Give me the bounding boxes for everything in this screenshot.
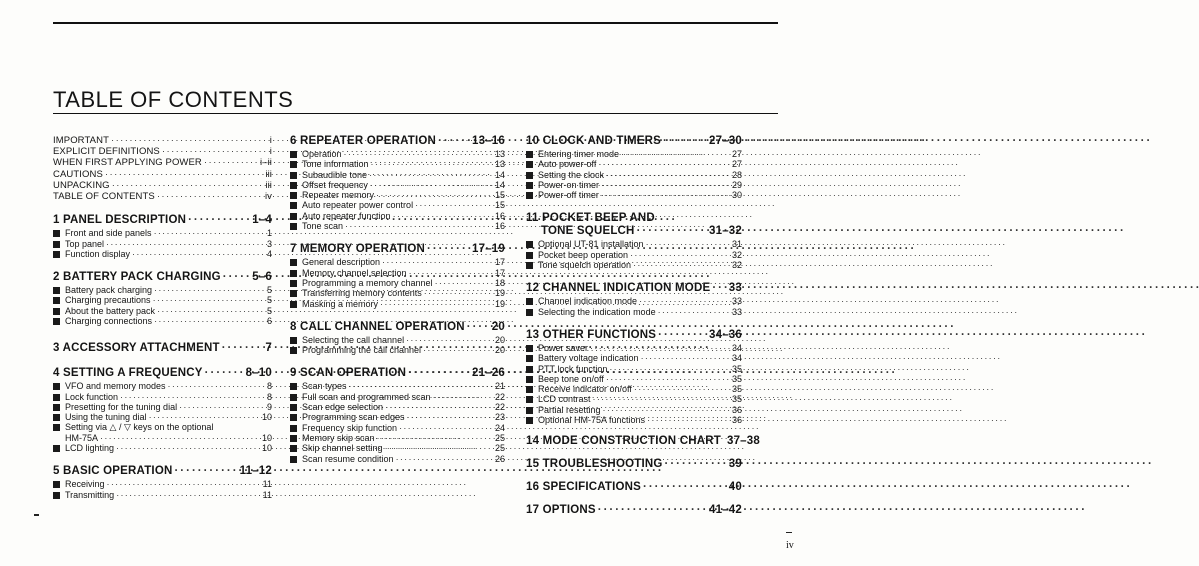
toc-entry[interactable]: CAUTIONS · · · iii (53, 169, 272, 180)
chapter-heading[interactable]: 17 OPTIONS · · · 41–42 (526, 504, 742, 517)
page-title: TABLE OF CONTENTS (53, 87, 294, 112)
toc-subentry[interactable]: Partial resetting · · · 36 (526, 405, 742, 415)
toc-subentry[interactable]: Offset frequency · · · 14 (290, 180, 505, 190)
toc-subentry[interactable]: Repeater memory · · · 15 (290, 190, 505, 200)
bullet-icon (526, 182, 533, 189)
chapter-heading-line1[interactable]: 11 POCKET BEEP AND (526, 212, 655, 225)
bullet-icon (53, 445, 60, 452)
page-number: iv (786, 540, 794, 551)
bullet-icon (526, 376, 533, 383)
bullet-icon (526, 298, 533, 305)
chapter-16 (526, 481, 742, 494)
toc-entry[interactable]: WHEN FIRST APPLYING POWER · · · i–ii (53, 157, 272, 168)
toc-subentry[interactable]: Front and side panels · · · 1 (53, 228, 272, 238)
bullet-icon (53, 424, 60, 431)
toc-subentry[interactable]: Presetting for the tuning dial · · · 9 (53, 402, 272, 412)
bullet-icon (53, 383, 60, 390)
toc-subentry[interactable]: Programming scan edges · · · 23 (290, 412, 505, 422)
bullet-icon (526, 386, 533, 393)
toc-subentry[interactable]: Transmitting · · · 11 (53, 490, 272, 500)
bullet-icon (526, 407, 533, 414)
bullet-icon (290, 182, 297, 189)
toc-subentry[interactable]: Masking a memory · · · 19 (290, 299, 505, 309)
chapter-12 (526, 282, 742, 317)
bullet-icon (526, 262, 533, 269)
toc-subentry[interactable]: Transferring memory contents · · · 19 (290, 288, 505, 298)
toc-subentry[interactable]: Optional UT-81 installation · · · 31 (526, 239, 742, 249)
front-matter (53, 135, 272, 202)
toc-subentry[interactable]: Scan edge selection · · · 22 (290, 402, 505, 412)
toc-subentry[interactable]: Memory skip scan · · · 25 (290, 433, 505, 443)
chapter-5 (53, 465, 272, 500)
bullet-icon (53, 297, 60, 304)
bullet-icon (290, 337, 297, 344)
bullet-icon (526, 161, 533, 168)
toc-subentry[interactable]: Power saver · · · 34 (526, 343, 742, 353)
toc-column-1 (53, 135, 272, 500)
toc-subentry[interactable]: Full scan and programmed scan · · · 22 (290, 392, 505, 402)
toc-subentry[interactable]: Programming a memory channel · · · 18 (290, 278, 505, 288)
bullet-icon (290, 280, 297, 287)
bullet-icon (290, 445, 297, 452)
toc-subentry[interactable]: Using the tuning dial · · · 10 (53, 412, 272, 422)
toc-subentry[interactable]: Power-on timer · · · 29 (526, 180, 742, 190)
chapter-3 (53, 342, 272, 355)
toc-subentry[interactable]: Pocket beep operation · · · 32 (526, 250, 742, 260)
chapter-14 (526, 435, 760, 448)
chapter-heading[interactable]: 4 SETTING A FREQUENCY · · · 8–10 (53, 367, 272, 380)
chapter-heading[interactable]: 1 PANEL DESCRIPTION · · · 1–4 (53, 214, 272, 227)
bullet-icon (526, 252, 533, 259)
toc-subentry[interactable]: Tone scan · · · 16 (290, 221, 505, 231)
bullet-icon (290, 435, 297, 442)
chapter-heading[interactable]: 8 CALL CHANNEL OPERATION · · · 20 (290, 321, 505, 334)
bullet-icon (526, 151, 533, 158)
chapter-heading[interactable]: 15 TROUBLESHOOTING · · · 39 (526, 458, 742, 471)
toc-subentry[interactable]: Battery voltage indication · · · 34 (526, 353, 742, 363)
bullet-icon (53, 492, 60, 499)
toc-subentry[interactable]: Receiving · · · 11 (53, 479, 272, 489)
chapter-heading[interactable]: 10 CLOCK AND TIMERS · · · 27–30 (526, 135, 742, 148)
chapter-heading[interactable]: 12 CHANNEL INDICATION MODE · · · 33 (526, 282, 742, 295)
bullet-icon (290, 202, 297, 209)
bullet-icon (290, 290, 297, 297)
chapter-heading[interactable]: 5 BASIC OPERATION · · · 11–12 (53, 465, 272, 478)
bullet-icon (53, 414, 60, 421)
chapter-15 (526, 458, 742, 471)
toc-subentry[interactable]: Tone information · · · 13 (290, 159, 505, 169)
bullet-icon (290, 347, 297, 354)
toc-subentry[interactable]: Beep tone on/off · · · 35 (526, 374, 742, 384)
margin-mark (34, 514, 39, 516)
toc-subentry[interactable]: Auto repeater power control · · · 15 (290, 200, 505, 210)
bullet-icon (526, 192, 533, 199)
chapter-13 (526, 329, 742, 425)
bullet-icon (526, 396, 533, 403)
bullet-icon (290, 172, 297, 179)
toc-entry[interactable]: TABLE OF CONTENTS · · · iv (53, 191, 272, 202)
chapter-heading[interactable]: 2 BATTERY PACK CHARGING · · · 5–6 (53, 271, 272, 284)
chapter-11 (526, 212, 742, 270)
toc-subentry[interactable]: Entering timer mode · · · 27 (526, 149, 742, 159)
toc-subentry[interactable]: Tone squelch operation · · · 32 (526, 260, 742, 270)
toc-subentry-multiline[interactable]: Setting via △ / ▽ keys on the optional (53, 422, 272, 432)
chapter-heading[interactable]: TONE SQUELCH · · · 31–32 (526, 225, 742, 238)
bullet-icon (526, 417, 533, 424)
bullet-icon (290, 394, 297, 401)
toc-column-2 (290, 135, 505, 464)
bullet-icon (53, 287, 60, 294)
chapter-heading[interactable]: 3 ACCESSORY ATTACHMENT · · · 7 (53, 342, 272, 355)
bullet-icon (53, 230, 60, 237)
bullet-icon (290, 192, 297, 199)
bullet-icon (526, 241, 533, 248)
bullet-icon (290, 383, 297, 390)
page-number-rule (786, 532, 792, 533)
toc-subentry[interactable]: Programming the call channel · · · 20 (290, 345, 505, 355)
toc-subentry[interactable]: Charging connections · · · 6 (53, 316, 272, 326)
chapter-10 (526, 135, 742, 200)
bullet-icon (290, 425, 297, 432)
chapter-9 (290, 367, 505, 463)
chapter-7 (290, 243, 505, 308)
toc-subentry[interactable]: Scan resume condition · · · 26 (290, 454, 505, 464)
bullet-icon (526, 309, 533, 316)
bullet-icon (290, 414, 297, 421)
toc-subentry[interactable]: Optional HM-75A functions · · · 36 (526, 415, 742, 425)
chapter-1 (53, 214, 272, 259)
chapter-17 (526, 504, 742, 517)
chapter-heading[interactable]: 7 MEMORY OPERATION · · · 17–19 (290, 243, 505, 256)
toc-subentry[interactable]: Selecting the call channel · · · 20 (290, 335, 505, 345)
toc-subentry[interactable]: Memory channel selection · · · 17 (290, 268, 505, 278)
toc-subentry-continuation[interactable]: HM-75A · · · 10 (53, 433, 272, 443)
bullet-icon (290, 161, 297, 168)
toc-subentry[interactable]: VFO and memory modes · · · 8 (53, 381, 272, 391)
toc-subentry[interactable]: Auto repeater function · · · 16 (290, 211, 505, 221)
chapter-heading[interactable]: 9 SCAN OPERATION · · · 21–26 (290, 367, 505, 380)
chapter-heading[interactable]: 14 MODE CONSTRUCTION CHART 37–38 (526, 435, 760, 448)
toc-entry[interactable]: IMPORTANT · · · i (53, 135, 272, 146)
toc-subentry[interactable]: Battery pack charging · · · 5 (53, 285, 272, 295)
chapter-heading[interactable]: 16 SPECIFICATIONS · · · 40 (526, 481, 742, 494)
chapter-heading[interactable]: 13 OTHER FUNCTIONS · · · 34–36 (526, 329, 742, 342)
toc-column-3 (526, 135, 760, 518)
bullet-icon (290, 259, 297, 266)
chapter-4 (53, 367, 272, 453)
bullet-icon (53, 241, 60, 248)
toc-subentry[interactable]: Lock function · · · 8 (53, 392, 272, 402)
toc-subentry[interactable]: Power-off timer · · · 30 (526, 190, 742, 200)
toc-entry[interactable]: UNPACKING · · · iii (53, 180, 272, 191)
toc-subentry[interactable]: Setting the clock · · · 28 (526, 170, 742, 180)
toc-subentry[interactable]: Function display · · · 4 (53, 249, 272, 259)
toc-subentry[interactable]: About the battery pack · · · 5 (53, 306, 272, 316)
toc-subentry[interactable]: Charging precautions · · · 5 (53, 295, 272, 305)
toc-subentry[interactable]: LCD lighting · · · 10 (53, 443, 272, 453)
toc-subentry[interactable]: Skip channel setting · · · 25 (290, 443, 505, 453)
bullet-icon (290, 301, 297, 308)
bullet-icon (53, 251, 60, 258)
bullet-icon (526, 345, 533, 352)
toc-subentry[interactable]: Subaudible tone · · · 14 (290, 170, 505, 180)
bullet-icon (53, 394, 60, 401)
chapter-8 (290, 321, 505, 356)
toc-subentry[interactable]: Channel indication mode · · · 33 (526, 296, 742, 306)
toc-subentry[interactable]: Scan types · · · 21 (290, 381, 505, 391)
bullet-icon (53, 481, 60, 488)
bullet-icon (53, 404, 60, 411)
toc-subentry[interactable]: Receive indicator on/off · · · 35 (526, 384, 742, 394)
title-rule (53, 113, 778, 114)
bullet-icon (526, 366, 533, 373)
toc-subentry[interactable]: Top panel · · · 3 (53, 239, 272, 249)
bullet-icon (290, 456, 297, 463)
toc-subentry[interactable]: LCD contrast · · · 35 (526, 394, 742, 404)
bullet-icon (290, 270, 297, 277)
bullet-icon (290, 404, 297, 411)
toc-subentry[interactable]: PTT lock function · · · 35 (526, 364, 742, 374)
toc-subentry[interactable]: Frequency skip function · · · 24 (290, 423, 505, 433)
chapter-2 (53, 271, 272, 326)
bullet-icon (526, 172, 533, 179)
bullet-icon (290, 213, 297, 220)
toc-subentry[interactable]: Operation · · · 13 (290, 149, 505, 159)
bullet-icon (290, 223, 297, 230)
top-rule (53, 22, 778, 24)
bullet-icon (53, 308, 60, 315)
chapter-heading[interactable]: 6 REPEATER OPERATION · · · 13–16 (290, 135, 505, 148)
bullet-icon (53, 318, 60, 325)
toc-subentry[interactable]: General description · · · 17 (290, 257, 505, 267)
chapter-6 (290, 135, 505, 231)
toc-entry[interactable]: EXPLICIT DEFINITIONS · · · i (53, 146, 272, 157)
bullet-icon (526, 355, 533, 362)
bullet-icon (290, 151, 297, 158)
toc-subentry[interactable]: Auto power-off · · · 27 (526, 159, 742, 169)
toc-subentry[interactable]: Selecting the indication mode · · · 33 (526, 307, 742, 317)
